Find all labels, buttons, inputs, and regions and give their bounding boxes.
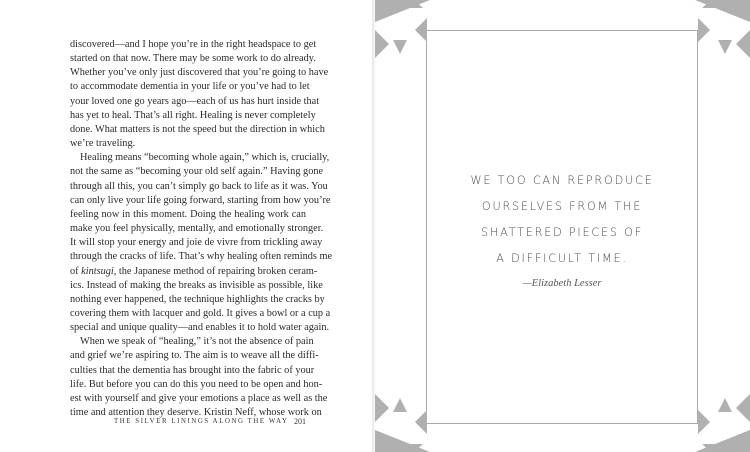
left-page (0, 0, 373, 452)
triangle-ornament-icon (375, 362, 465, 452)
running-head: THE SILVER LININGS ALONG THE WAY (114, 418, 289, 425)
paragraph (70, 38, 329, 151)
corner-ornament-bottom-right (660, 362, 750, 452)
corner-ornament-bottom-left (375, 362, 465, 452)
text-line: feeling now in this moment. Doing the healing work can (70, 208, 306, 220)
pull-quote (430, 168, 694, 272)
quote-line: WE TOO CAN REPRODUCE (470, 174, 654, 187)
text-line: discovered—and I hope you’re in the right headspace to get (70, 39, 317, 50)
triangle-ornament-icon (375, 0, 465, 90)
text-line: ics. Instead of making the breaks as invisible as possible, like (70, 279, 323, 291)
text-line: special and unique quality—and enables it to hold water again. (70, 322, 330, 334)
text-line: and grief we’re aspiring to. The aim is to weave all the diffi- (70, 350, 319, 362)
text-line: of kintsugi, the Japanese method of repairing broken ceram- (70, 265, 318, 277)
quote-line: A DIFFICULT TIME. (496, 252, 628, 265)
paragraph (70, 151, 333, 335)
quote-line: OURSELVES FROM THE (481, 200, 643, 213)
text-line: culties that the dementia has brought into the fabric of your (70, 364, 315, 376)
text-line: your loved one go years ago—each of us has hurt inside that (70, 95, 320, 107)
text-line: through all this, you can’t simply go back to life as it was. You (70, 180, 328, 192)
text-line: When we speak of “healing,” it’s not the absence of pain (80, 336, 314, 348)
corner-ornament-top-left (375, 0, 465, 90)
corner-ornament-top-right (660, 0, 750, 90)
text-line: to accommodate dementia in your life or you’ve had to let (70, 81, 310, 93)
body-text (70, 38, 333, 420)
text-line: est with yourself and give your emotions a place as well as the (70, 392, 328, 404)
text-line: life. But before you can do this you need to be open and hon- (70, 378, 323, 390)
text-line: Whether you’ve only just discovered that you’re going to have (70, 67, 329, 79)
text-line: make you feel physically, mentally, and emotionally stronger. (70, 223, 324, 235)
quote-attribution: —Elizabeth Lesser (522, 278, 602, 289)
text-line: It will stop your energy and joie de vivre from trickling away (70, 237, 323, 249)
text-line: nothing ever happened, the technique highlights the cracks by (70, 293, 325, 305)
text-line: started on that now. There may be some work to do already. (70, 53, 316, 65)
triangle-ornament-icon (660, 0, 750, 90)
text-line: through the cracks of life. That’s why healing often reminds me (70, 251, 333, 263)
paragraph (70, 335, 328, 420)
text-line: Healing means “becoming whole again,” which is, crucially, (80, 152, 330, 164)
text-line: can only live your life going forward, starting from how you’re (70, 194, 331, 206)
text-line: not the same as “becoming your old self again.” Having gone (70, 166, 324, 178)
quote-line: SHATTERED PIECES OF (481, 226, 643, 239)
text-line: covering them with lacquer and gold. It gives a bowl or a cup a (70, 307, 331, 319)
text-line: time and attention they deserve. Kristin Neff, whose work on (70, 407, 322, 419)
text-line: done. What matters is not the speed but the direction in which (70, 123, 325, 135)
text-line: we’re traveling. (70, 138, 136, 150)
text-line: has yet to heal. That’s all right. Healing is never completely (70, 109, 316, 121)
triangle-ornament-icon (660, 362, 750, 452)
page-number: 201 (294, 417, 306, 426)
